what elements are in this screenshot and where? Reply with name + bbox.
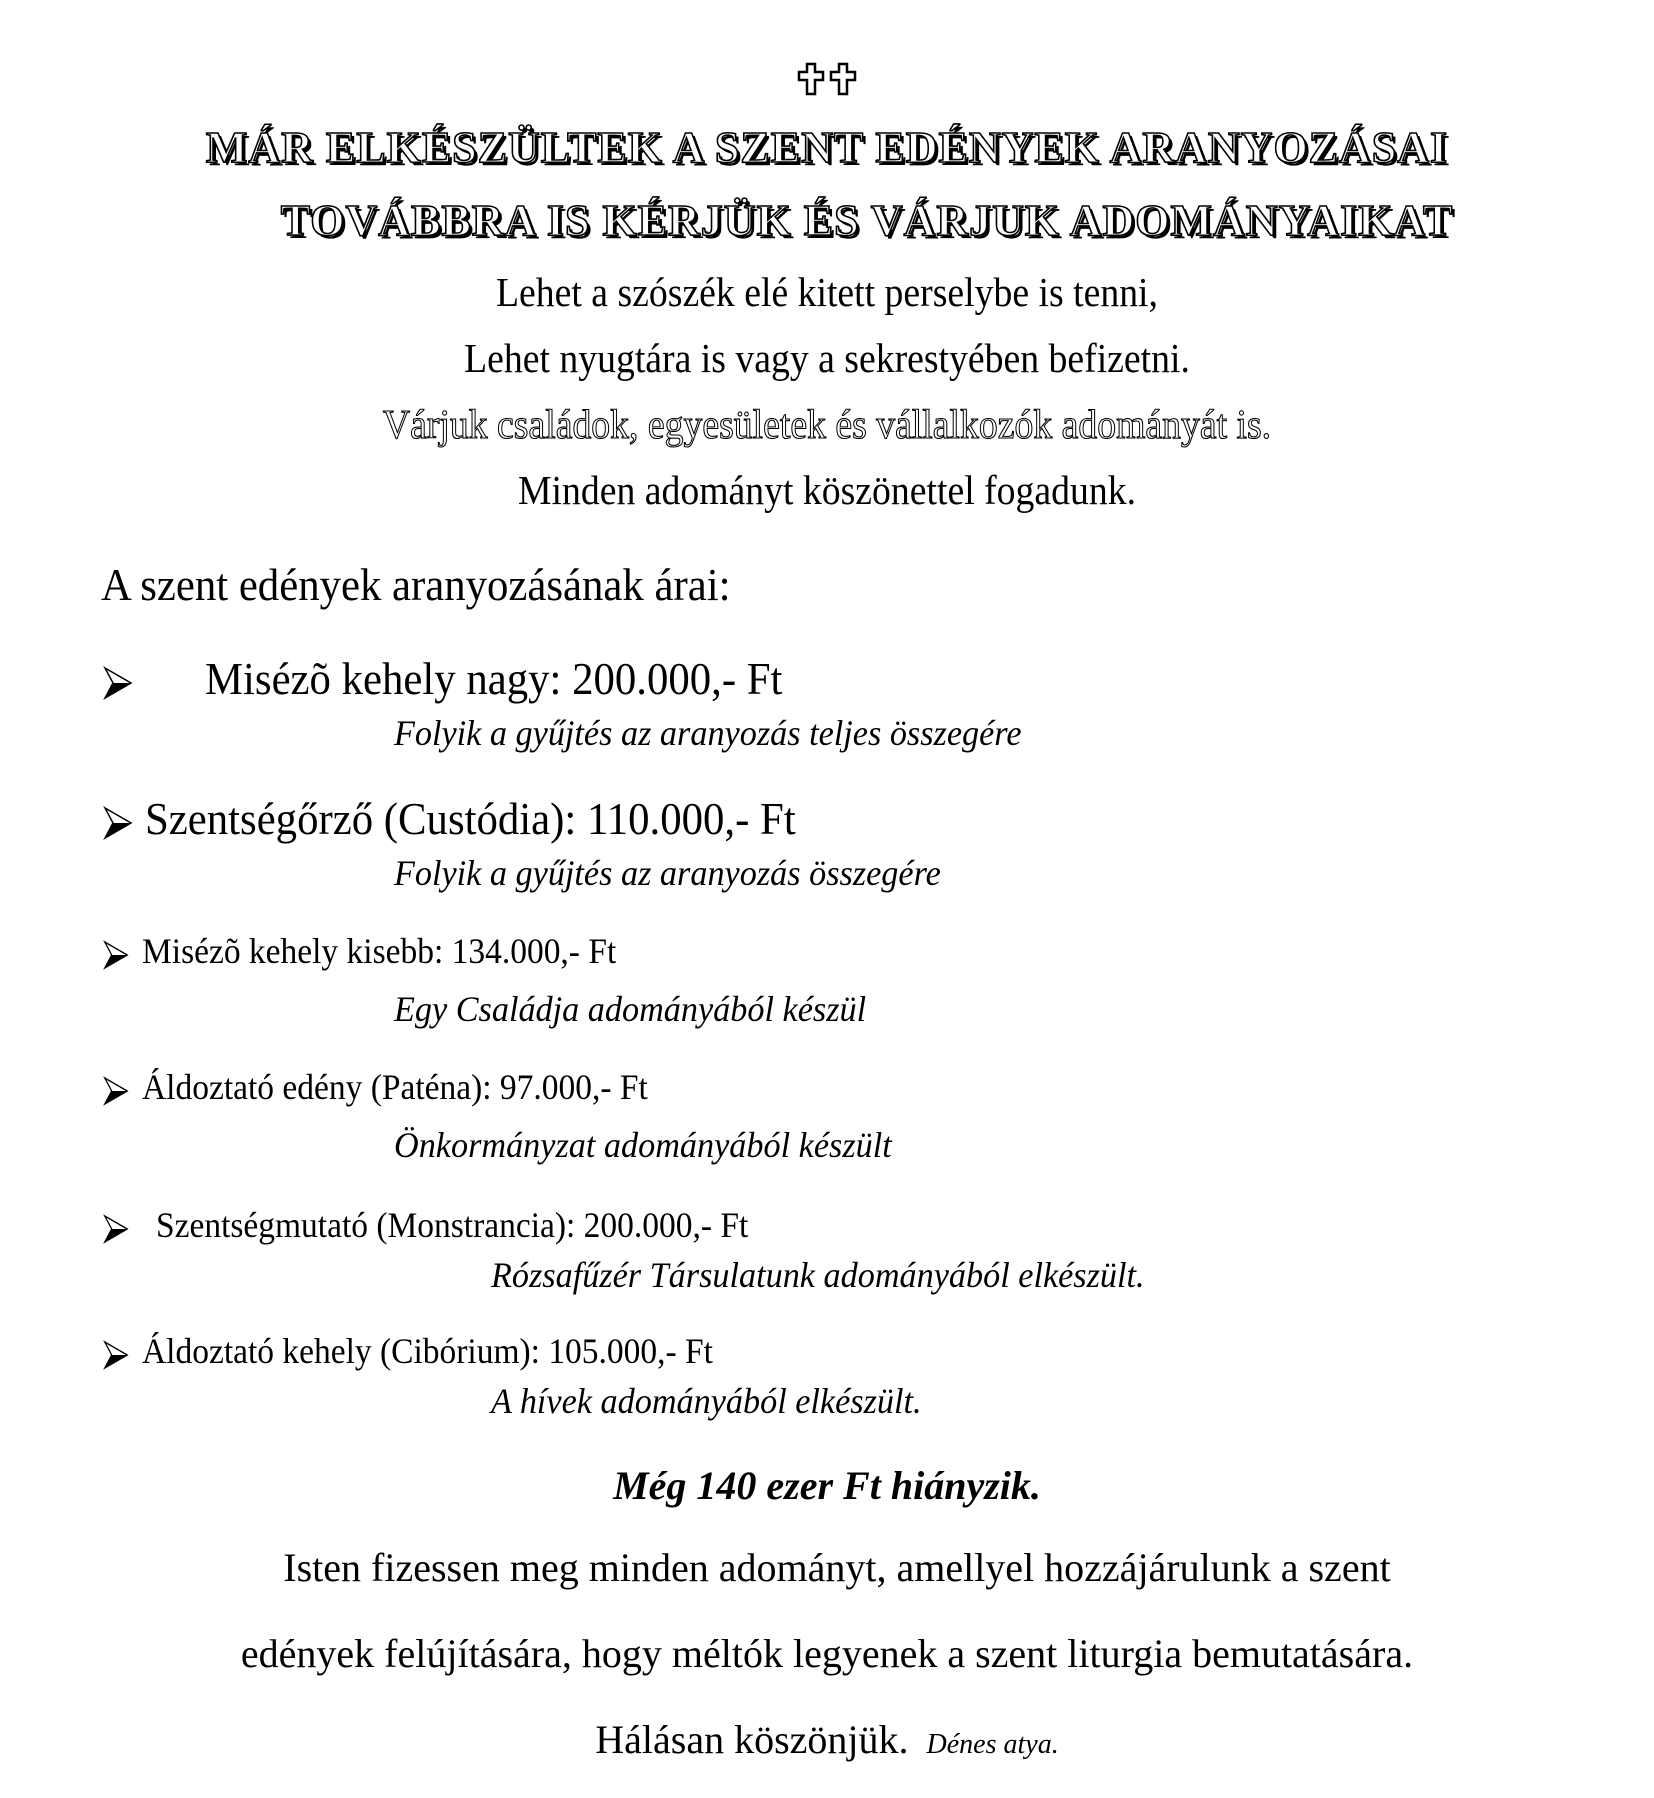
price-item-label: Misézõ kehely nagy: 200.000,- Ft — [204, 653, 782, 704]
arrowhead-bullet-icon — [103, 940, 129, 970]
price-item-note: Rózsafűzér Társulatunk adományából elkészült. — [491, 1255, 1145, 1295]
price-item — [103, 792, 844, 845]
arrowhead-bullet-icon — [103, 1076, 129, 1106]
signature: Dénes atya. — [926, 1729, 1059, 1760]
prices-heading: A szent edények aranyozásának árai: — [101, 559, 731, 610]
price-item-note: A hívek adományából elkészült. — [491, 1381, 922, 1421]
cross-icon — [829, 62, 857, 96]
price-item-note: Egy Családja adományából készül — [394, 989, 867, 1029]
missing-amount-notice: Még 140 ezer Ft hiányzik. — [613, 1463, 1041, 1508]
intro-line-4: Minden adományt köszönettel fogadunk. — [517, 467, 1137, 513]
price-item — [103, 1066, 686, 1108]
double-cross-icon — [0, 62, 1654, 101]
price-item-label: Misézõ kehely kisebb: 134.000,- Ft — [142, 931, 617, 971]
intro-line-1: Lehet a szószék elé kitett perselybe is tenni, — [496, 269, 1158, 315]
price-item-note: Folyik a gyűjtés az aranyozás összegére — [394, 853, 941, 893]
headline-line-1: MÁR ELKÉSZÜLTEK A SZENT EDÉNYEK ARANYOZÁSAI — [205, 123, 1449, 172]
price-item-label: Áldoztató kehely (Cibórium): 105.000,- Ft — [142, 1331, 713, 1371]
intro-line-2: Lehet nyugtára is vagy a sekrestyében befizetni. — [464, 335, 1190, 381]
arrowhead-bullet-icon — [103, 1340, 129, 1370]
price-item-note: Folyik a gyűjtés az aranyozás teljes összegére — [394, 713, 1022, 753]
arrowhead-bullet-icon — [103, 806, 133, 840]
arrowhead-bullet-icon — [103, 666, 133, 700]
price-item — [103, 652, 825, 705]
price-item-note: Önkormányzat adományából készült — [394, 1125, 892, 1165]
price-item — [103, 930, 652, 972]
price-item-label: Szentségőrző (Custódia): 110.000,- Ft — [144, 793, 796, 844]
closing-line-1: Isten fizessen meg minden adományt, amellyel hozzájárulunk a szent — [283, 1545, 1391, 1590]
closing-thanks-row — [0, 1716, 1654, 1763]
closing-line-2: edények felújítására, hogy méltók legyenek a szent liturgia bemutatására. — [240, 1631, 1414, 1676]
arrowhead-bullet-icon — [103, 1214, 129, 1244]
price-item-label: Szentségmutató (Monstrancia): 200.000,- Ft — [156, 1205, 749, 1245]
intro-line-3: Várjuk családok, egyesületek és vállalkozók adományát is. — [382, 401, 1272, 447]
price-item-label: Áldoztató edény (Paténa): 97.000,- Ft — [142, 1067, 648, 1107]
closing-thanks: Hálásan köszönjük. — [595, 1717, 909, 1762]
cross-icon — [797, 62, 825, 96]
price-item — [103, 1204, 793, 1246]
headline-line-2: TOVÁBBRA IS KÉRJÜK ÉS VÁRJUK ADOMÁNYAIKAT — [280, 196, 1454, 245]
price-item — [103, 1330, 756, 1372]
